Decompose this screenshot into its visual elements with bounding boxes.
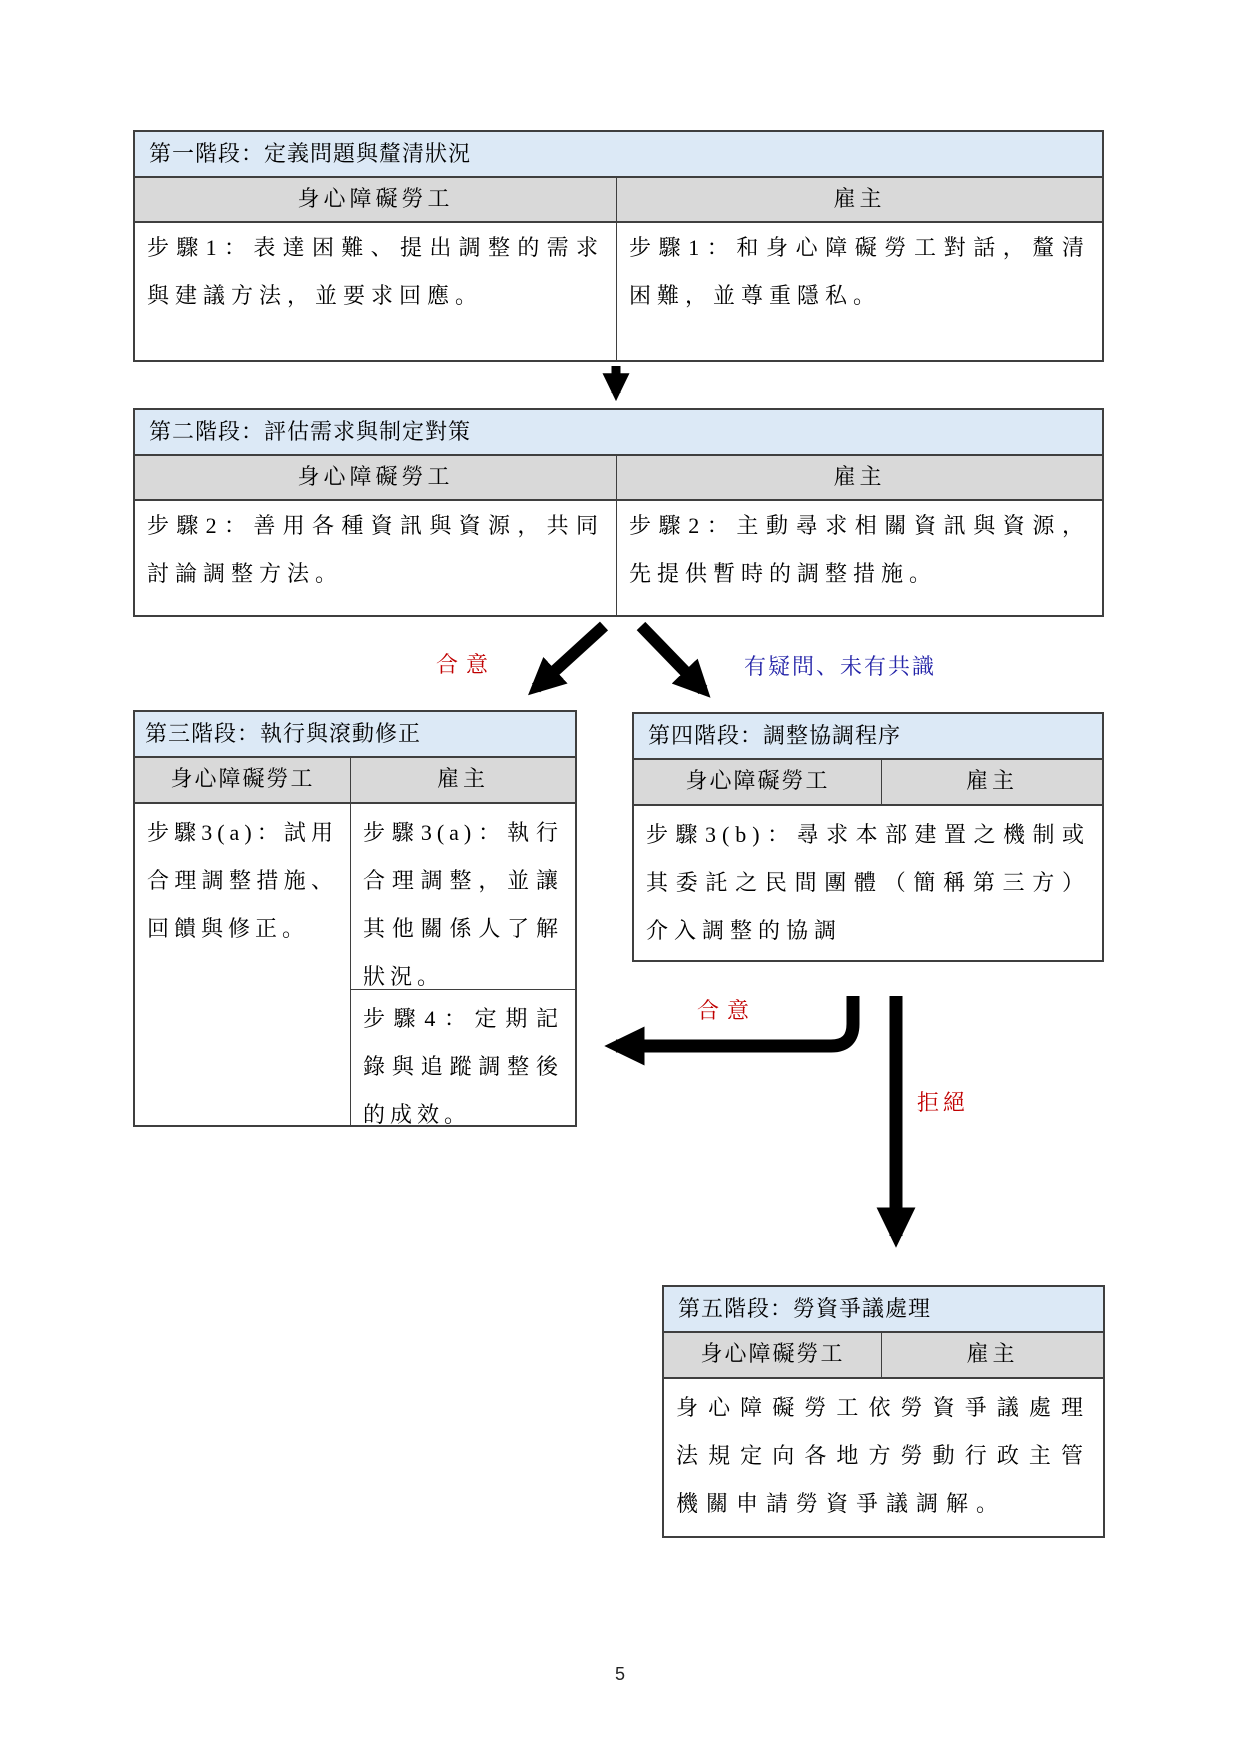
question-no-consensus-label: 有疑問、未有共識: [744, 654, 937, 679]
stage4-body: [634, 806, 1102, 958]
worker-column-header: 身心障礙勞工: [135, 178, 617, 221]
stage4-table: [632, 712, 1104, 962]
page-number: 5: [614, 1664, 625, 1684]
employer-column-header: 雇主: [833, 186, 886, 211]
stage5-table: [662, 1285, 1105, 1538]
stage3-worker-cell: 步驟3(a)：試用合理調整措施、回饋與修正。: [135, 804, 351, 1125]
worker-column-header: 身心障礙勞工: [135, 456, 617, 499]
stage3-employer-step4-cell: 步驟4：定期記錄與追蹤調整後的成效。: [363, 1006, 563, 1125]
stage5-body: [664, 1379, 1103, 1534]
agree-label-back: 合意: [697, 998, 758, 1023]
stage2-title: 第二階段：評估需求與制定對策: [135, 410, 1102, 456]
stage2-worker-cell: 步驟2：善用各種資訊與資源，共同討論調整方法。: [135, 501, 617, 615]
stage5-full-cell: 身心障礙勞工依勞資爭議處理法規定向各地方勞動行政主管機關申請勞資爭議調解。: [676, 1395, 1091, 1516]
employer-column-header: 雇主: [436, 766, 489, 791]
arrow-agree-to-stage3: [536, 626, 604, 688]
stage2-table: [133, 408, 1104, 617]
stage1-column-headers: [135, 178, 1102, 223]
worker-column-header: 身心障礙勞工: [664, 1333, 882, 1377]
stage3-column-headers: [135, 758, 575, 804]
employer-column-header: 雇主: [833, 464, 886, 489]
stage3-title: 第三階段：執行與滾動修正: [135, 712, 575, 758]
employer-column-header: 雇主: [966, 1341, 1019, 1366]
stage4-full-cell: 步驟3(b)：尋求本部建置之機制或其委託之民間團體（簡稱第三方）介入調整的協調: [646, 822, 1090, 943]
stage5-title: 第五階段：勞資爭議處理: [664, 1287, 1103, 1333]
stage4-column-headers: [634, 760, 1102, 806]
stage2-body: [135, 501, 1102, 615]
worker-column-header: 身心障礙勞工: [634, 760, 882, 804]
worker-column-header: 身心障礙勞工: [135, 758, 351, 802]
agree-label-left: 合意: [436, 652, 497, 677]
stage4-title: 第四階段：調整協調程序: [634, 714, 1102, 760]
stage5-column-headers: [664, 1333, 1103, 1379]
stage3-employer-step3a-cell: 步驟3(a)：執行合理調整，並讓其他關係人了解狀況。: [351, 804, 575, 990]
stage1-employer-cell: 步驟1：和身心障礙勞工對話，釐清困難，並尊重隱私。: [629, 235, 1090, 308]
reject-label: 拒絕: [917, 1090, 970, 1115]
stage3-table: [133, 710, 577, 1127]
stage1-table: [133, 130, 1104, 362]
stage2-employer-cell: 步驟2：主動尋求相關資訊與資源，先提供暫時的調整措施。: [629, 513, 1090, 586]
stage1-body: [135, 223, 1102, 360]
employer-column-header: 雇主: [965, 768, 1018, 793]
stage1-worker-cell: 步驟1：表達困難、提出調整的需求與建議方法，並要求回應。: [135, 223, 617, 360]
stage1-title: 第一階段：定義問題與釐清狀況: [135, 132, 1102, 178]
stage3-body: [135, 804, 575, 1125]
stage3-employer-column: [351, 804, 575, 1125]
arrow-question-to-stage4: [641, 626, 703, 690]
stage2-column-headers: [135, 456, 1102, 501]
